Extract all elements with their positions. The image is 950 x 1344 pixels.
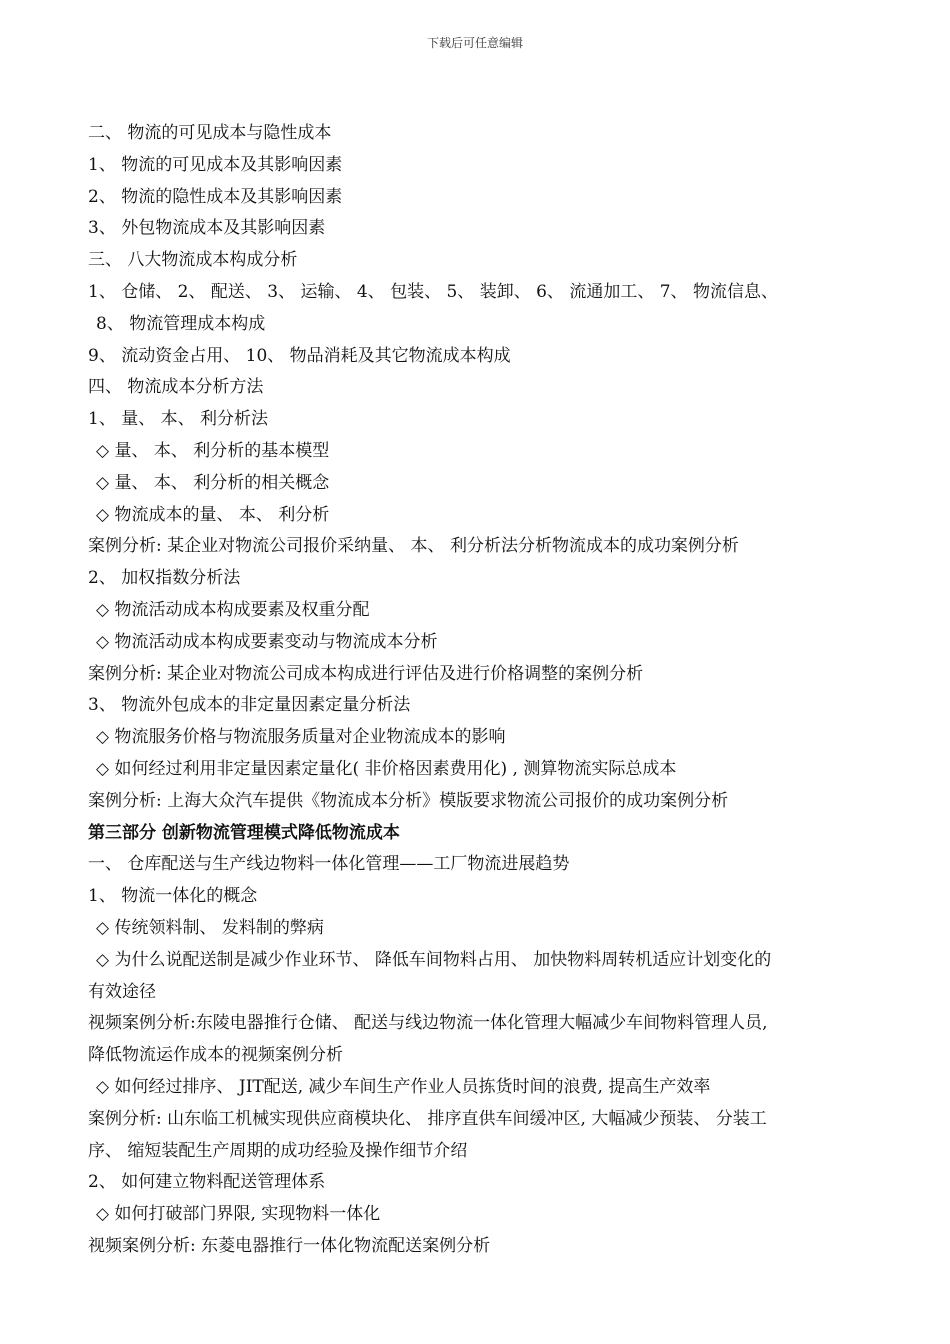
text-line: ◇ 为什么说配送制是减少作业环节、 降低车间物料占用、 加快物料周转机适应计划变化的 xyxy=(96,949,772,970)
text-line: 9、 流动资金占用、 10、 物品消耗及其它物流成本构成 xyxy=(88,345,511,366)
text-line: 1、 量、 本、 利分析法 xyxy=(88,409,269,430)
text-line: 案例分析: 某企业对物流公司成本构成进行评估及进行价格调整的案例分析 xyxy=(88,663,644,684)
text-line: ◇ 物流活动成本构成要素变动与物流成本分析 xyxy=(96,631,438,652)
text-line: ◇ 量、 本、 利分析的基本模型 xyxy=(96,440,330,461)
text-line: 有效途径 xyxy=(88,981,156,1002)
text-line: 视频案例分析: 东菱电器推行一体化物流配送案例分析 xyxy=(88,1235,491,1256)
text-line: 1、 物流的可见成本及其影响因素 xyxy=(88,154,343,175)
document-body xyxy=(88,118,888,1263)
text-line: 一、 仓库配送与生产线边物料一体化管理——工厂物流进展趋势 xyxy=(88,854,570,875)
text-line: ◇ 如何经过利用非定量因素定量化( 非价格因素费用化) , 测算物流实际总成本 xyxy=(96,758,677,779)
text-line: 3、 物流外包成本的非定量因素定量分析法 xyxy=(88,695,411,716)
text-line: 案例分析: 某企业对物流公司报价采纳量、 本、 利分析法分析物流成本的成功案例分析 xyxy=(88,536,739,557)
text-line: 视频案例分析:东陵电器推行仓储、 配送与线边物流一体化管理大幅减少车间物料管理人员, xyxy=(88,1013,768,1034)
text-line: ◇ 如何打破部门界限, 实现物料一体化 xyxy=(96,1204,381,1225)
text-line: ◇ 如何经过排序、 JIT配送, 减少车间生产作业人员拣货时间的浪费, 提高生产效率 xyxy=(96,1076,711,1097)
text-line: ◇ 物流服务价格与物流服务质量对企业物流成本的影响 xyxy=(96,727,506,748)
text-line: ◇ 物流成本的量、 本、 利分析 xyxy=(96,504,330,525)
text-line: ◇ 传统领料制、 发料制的弊病 xyxy=(96,917,324,938)
text-line: 2、 加权指数分析法 xyxy=(88,568,241,589)
text-line: ◇ 量、 本、 利分析的相关概念 xyxy=(96,472,330,493)
text-line: 2、 如何建立物料配送管理体系 xyxy=(88,1172,326,1193)
text-line: ◇ 物流活动成本构成要素及权重分配 xyxy=(96,599,370,620)
section-heading: 第三部分 创新物流管理模式降低物流成本 xyxy=(88,822,400,843)
page-header: 下载后可任意编辑 xyxy=(426,36,523,50)
text-line: 3、 外包物流成本及其影响因素 xyxy=(88,218,326,239)
text-line: 三、 八大物流成本构成分析 xyxy=(88,250,298,271)
text-line: 案例分析: 山东临工机械实现供应商模块化、 排序直供车间缓冲区, 大幅减少预装、 分装工 xyxy=(88,1108,767,1129)
text-line: 四、 物流成本分析方法 xyxy=(88,377,264,398)
text-line: 案例分析: 上海大众汽车提供《物流成本分析》模版要求物流公司报价的成功案例分析 xyxy=(88,790,729,811)
text-line: 序、 缩短装配生产周期的成功经验及操作细节介绍 xyxy=(88,1140,468,1161)
text-line: 降低物流运作成本的视频案例分析 xyxy=(88,1045,343,1066)
text-line: 1、 仓储、 2、 配送、 3、 运输、 4、 包装、 5、 装卸、 6、 流通加工、 7、 物流信息、 xyxy=(88,281,778,302)
text-line: 8、 物流管理成本构成 xyxy=(96,313,266,334)
text-line: 1、 物流一体化的概念 xyxy=(88,886,258,907)
text-line: 2、 物流的隐性成本及其影响因素 xyxy=(88,186,343,207)
text-line: 二、 物流的可见成本与隐性成本 xyxy=(88,123,332,143)
